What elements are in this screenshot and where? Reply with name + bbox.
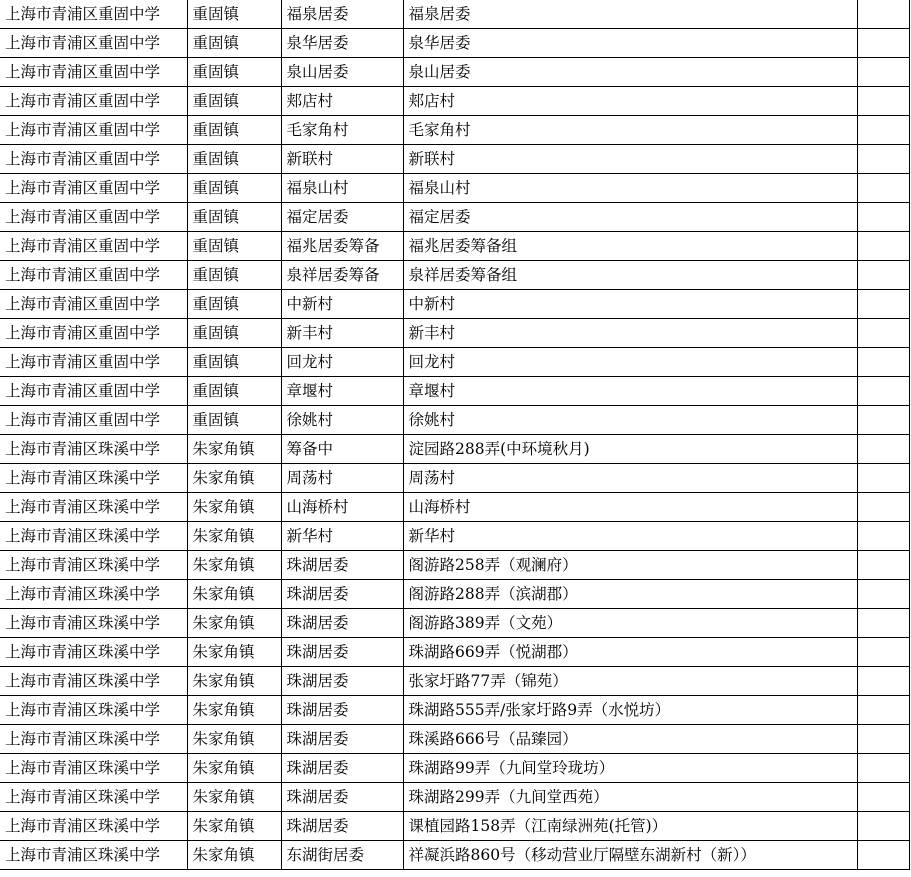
school-cell: 上海市青浦区珠溪中学: [0, 522, 187, 551]
school-cell: 上海市青浦区重固中学: [0, 116, 187, 145]
school-cell: 上海市青浦区珠溪中学: [0, 812, 187, 841]
committee-cell: 珠湖居委: [281, 667, 403, 696]
committee-cell: 福泉居委: [281, 0, 403, 29]
blank-cell: [857, 812, 909, 841]
school-cell: 上海市青浦区珠溪中学: [0, 725, 187, 754]
committee-cell: 福泉山村: [281, 174, 403, 203]
school-cell: 上海市青浦区重固中学: [0, 203, 187, 232]
school-cell: 上海市青浦区重固中学: [0, 406, 187, 435]
address-cell: 新丰村: [403, 319, 857, 348]
town-cell: 重固镇: [187, 377, 281, 406]
blank-cell: [857, 522, 909, 551]
committee-cell: 珠湖居委: [281, 551, 403, 580]
blank-cell: [857, 203, 909, 232]
address-cell: 泉华居委: [403, 29, 857, 58]
table-row: [0, 580, 909, 609]
school-cell: 上海市青浦区重固中学: [0, 145, 187, 174]
table-row: [0, 348, 909, 377]
address-cell: 阁游路288弄（滨湖郡）: [403, 580, 857, 609]
blank-cell: [857, 464, 909, 493]
address-cell: 祥凝浜路860号（移动营业厅隔壁东湖新村（新））: [403, 841, 857, 870]
town-cell: 朱家角镇: [187, 522, 281, 551]
table-row: [0, 783, 909, 812]
address-cell: 珠溪路666号（品臻园）: [403, 725, 857, 754]
town-cell: 重固镇: [187, 0, 281, 29]
blank-cell: [857, 145, 909, 174]
town-cell: 朱家角镇: [187, 812, 281, 841]
blank-cell: [857, 174, 909, 203]
blank-cell: [857, 696, 909, 725]
blank-cell: [857, 116, 909, 145]
committee-cell: 筹备中: [281, 435, 403, 464]
school-cell: 上海市青浦区重固中学: [0, 377, 187, 406]
school-cell: 上海市青浦区珠溪中学: [0, 754, 187, 783]
table-row: [0, 145, 909, 174]
town-cell: 朱家角镇: [187, 493, 281, 522]
town-cell: 朱家角镇: [187, 783, 281, 812]
blank-cell: [857, 0, 909, 29]
address-cell: 回龙村: [403, 348, 857, 377]
school-cell: 上海市青浦区珠溪中学: [0, 638, 187, 667]
table-row: [0, 377, 909, 406]
committee-cell: 山海桥村: [281, 493, 403, 522]
committee-cell: 新联村: [281, 145, 403, 174]
blank-cell: [857, 609, 909, 638]
address-cell: 中新村: [403, 290, 857, 319]
address-cell: 珠湖路99弄（九间堂玲珑坊）: [403, 754, 857, 783]
blank-cell: [857, 783, 909, 812]
address-cell: 泉山居委: [403, 58, 857, 87]
town-cell: 朱家角镇: [187, 725, 281, 754]
table-row: [0, 261, 909, 290]
town-cell: 重固镇: [187, 174, 281, 203]
town-cell: 重固镇: [187, 290, 281, 319]
committee-cell: 珠湖居委: [281, 696, 403, 725]
school-cell: 上海市青浦区珠溪中学: [0, 551, 187, 580]
blank-cell: [857, 667, 909, 696]
table-row: [0, 725, 909, 754]
table-row: [0, 0, 909, 29]
committee-cell: 珠湖居委: [281, 725, 403, 754]
blank-cell: [857, 493, 909, 522]
address-cell: 周荡村: [403, 464, 857, 493]
table-row: [0, 522, 909, 551]
committee-cell: 新丰村: [281, 319, 403, 348]
school-cell: 上海市青浦区重固中学: [0, 0, 187, 29]
town-cell: 重固镇: [187, 87, 281, 116]
school-cell: 上海市青浦区重固中学: [0, 87, 187, 116]
school-cell: 上海市青浦区重固中学: [0, 290, 187, 319]
committee-cell: 珠湖居委: [281, 580, 403, 609]
blank-cell: [857, 841, 909, 870]
school-cell: 上海市青浦区珠溪中学: [0, 435, 187, 464]
address-cell: 珠湖路299弄（九间堂西苑）: [403, 783, 857, 812]
blank-cell: [857, 348, 909, 377]
address-cell: 阁游路389弄（文苑）: [403, 609, 857, 638]
school-cell: 上海市青浦区珠溪中学: [0, 493, 187, 522]
blank-cell: [857, 406, 909, 435]
town-cell: 朱家角镇: [187, 638, 281, 667]
table-row: [0, 696, 909, 725]
blank-cell: [857, 580, 909, 609]
table-row: [0, 464, 909, 493]
school-cell: 上海市青浦区重固中学: [0, 58, 187, 87]
committee-cell: 珠湖居委: [281, 812, 403, 841]
table-row: [0, 841, 909, 870]
committee-cell: 章堰村: [281, 377, 403, 406]
blank-cell: [857, 58, 909, 87]
town-cell: 重固镇: [187, 29, 281, 58]
committee-cell: 珠湖居委: [281, 609, 403, 638]
committee-cell: 珠湖居委: [281, 754, 403, 783]
address-cell: 福泉山村: [403, 174, 857, 203]
blank-cell: [857, 638, 909, 667]
school-cell: 上海市青浦区珠溪中学: [0, 609, 187, 638]
town-cell: 朱家角镇: [187, 696, 281, 725]
address-cell: 徐姚村: [403, 406, 857, 435]
town-cell: 朱家角镇: [187, 754, 281, 783]
town-cell: 重固镇: [187, 261, 281, 290]
school-cell: 上海市青浦区珠溪中学: [0, 464, 187, 493]
table-row: [0, 174, 909, 203]
blank-cell: [857, 377, 909, 406]
table-row: [0, 609, 909, 638]
town-cell: 朱家角镇: [187, 667, 281, 696]
address-cell: 张家圩路77弄（锦苑）: [403, 667, 857, 696]
address-cell: 新联村: [403, 145, 857, 174]
address-cell: 课植园路158弄（江南绿洲苑(托管)）: [403, 812, 857, 841]
table-row: [0, 493, 909, 522]
blank-cell: [857, 754, 909, 783]
town-cell: 朱家角镇: [187, 841, 281, 870]
table-row: [0, 116, 909, 145]
town-cell: 朱家角镇: [187, 609, 281, 638]
blank-cell: [857, 725, 909, 754]
school-cell: 上海市青浦区重固中学: [0, 232, 187, 261]
table-row: [0, 638, 909, 667]
school-cell: 上海市青浦区珠溪中学: [0, 580, 187, 609]
school-cell: 上海市青浦区重固中学: [0, 29, 187, 58]
blank-cell: [857, 551, 909, 580]
address-cell: 淀园路288弄(中环境秋月): [403, 435, 857, 464]
town-cell: 重固镇: [187, 58, 281, 87]
school-cell: 上海市青浦区重固中学: [0, 174, 187, 203]
address-cell: 毛家角村: [403, 116, 857, 145]
committee-cell: 泉华居委: [281, 29, 403, 58]
committee-cell: 回龙村: [281, 348, 403, 377]
address-cell: 阁游路258弄（观澜府）: [403, 551, 857, 580]
committee-cell: 珠湖居委: [281, 638, 403, 667]
committee-cell: 泉山居委: [281, 58, 403, 87]
address-cell: 福兆居委筹备组: [403, 232, 857, 261]
blank-cell: [857, 232, 909, 261]
committee-cell: 毛家角村: [281, 116, 403, 145]
school-cell: 上海市青浦区珠溪中学: [0, 667, 187, 696]
table-row: [0, 754, 909, 783]
committee-cell: 福兆居委筹备: [281, 232, 403, 261]
address-cell: 章堰村: [403, 377, 857, 406]
table-row: [0, 319, 909, 348]
town-cell: 朱家角镇: [187, 580, 281, 609]
town-cell: 朱家角镇: [187, 435, 281, 464]
committee-cell: 泉祥居委筹备: [281, 261, 403, 290]
blank-cell: [857, 290, 909, 319]
town-cell: 重固镇: [187, 319, 281, 348]
address-cell: 福定居委: [403, 203, 857, 232]
table-row: [0, 203, 909, 232]
committee-cell: 福定居委: [281, 203, 403, 232]
committee-cell: 新华村: [281, 522, 403, 551]
table-row: [0, 58, 909, 87]
school-cell: 上海市青浦区重固中学: [0, 348, 187, 377]
committee-cell: 中新村: [281, 290, 403, 319]
table-row: [0, 812, 909, 841]
address-cell: 郏店村: [403, 87, 857, 116]
school-cell: 上海市青浦区珠溪中学: [0, 841, 187, 870]
table-row: [0, 290, 909, 319]
table-row: [0, 29, 909, 58]
address-cell: 福泉居委: [403, 0, 857, 29]
address-cell: 珠湖路669弄（悦湖郡）: [403, 638, 857, 667]
school-cell: 上海市青浦区重固中学: [0, 319, 187, 348]
committee-cell: 周荡村: [281, 464, 403, 493]
town-cell: 重固镇: [187, 406, 281, 435]
committee-cell: 东湖街居委: [281, 841, 403, 870]
town-cell: 朱家角镇: [187, 464, 281, 493]
school-cell: 上海市青浦区重固中学: [0, 261, 187, 290]
town-cell: 重固镇: [187, 116, 281, 145]
table-row: [0, 406, 909, 435]
school-cell: 上海市青浦区珠溪中学: [0, 783, 187, 812]
table-row: [0, 551, 909, 580]
address-cell: 新华村: [403, 522, 857, 551]
address-cell: 珠湖路555弄/张家圩路9弄（水悦坊）: [403, 696, 857, 725]
table-row: [0, 667, 909, 696]
town-cell: 重固镇: [187, 203, 281, 232]
school-cell: 上海市青浦区珠溪中学: [0, 696, 187, 725]
town-cell: 朱家角镇: [187, 551, 281, 580]
town-cell: 重固镇: [187, 348, 281, 377]
committee-cell: 珠湖居委: [281, 783, 403, 812]
committee-cell: 徐姚村: [281, 406, 403, 435]
table-row: [0, 232, 909, 261]
blank-cell: [857, 319, 909, 348]
blank-cell: [857, 87, 909, 116]
blank-cell: [857, 29, 909, 58]
address-cell: 山海桥村: [403, 493, 857, 522]
table-row: [0, 435, 909, 464]
table-row: [0, 87, 909, 116]
committee-cell: 郏店村: [281, 87, 403, 116]
blank-cell: [857, 261, 909, 290]
town-cell: 重固镇: [187, 145, 281, 174]
address-cell: 泉祥居委筹备组: [403, 261, 857, 290]
blank-cell: [857, 435, 909, 464]
town-cell: 重固镇: [187, 232, 281, 261]
